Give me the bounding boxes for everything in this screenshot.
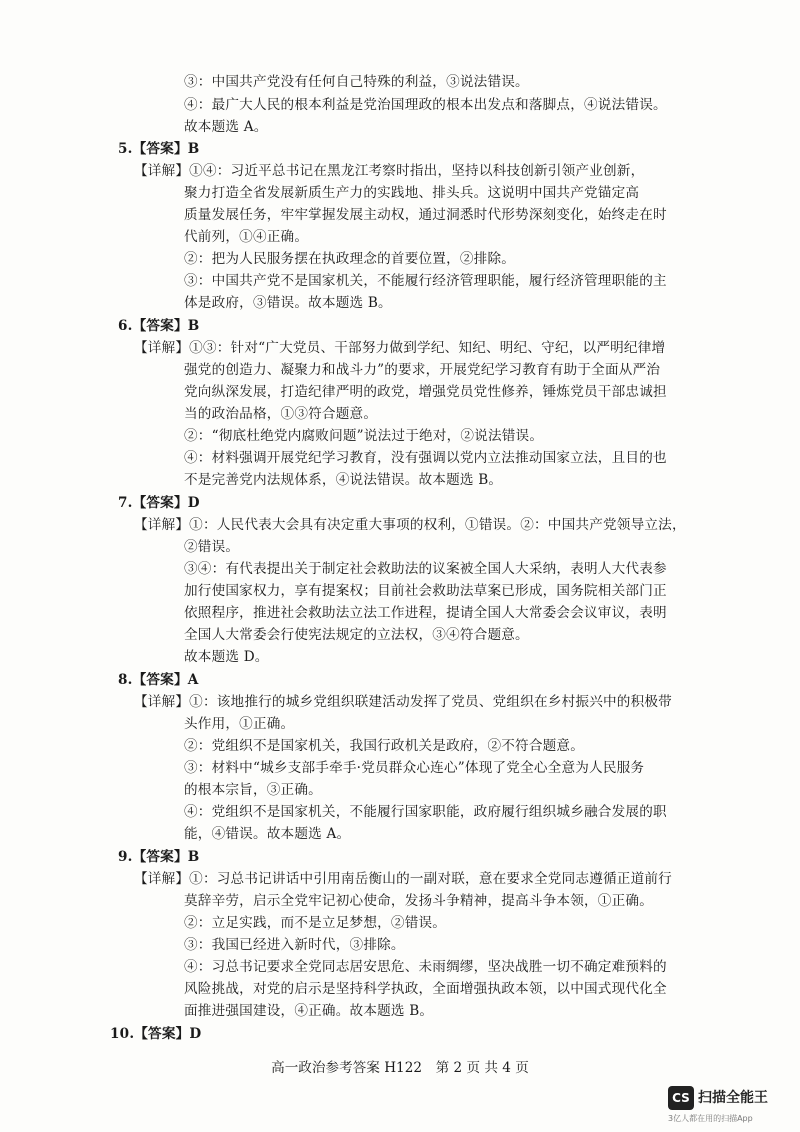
question-answer: 8.【答案】A [118,672,199,688]
text-line: 强党的创造力、凝聚力和战斗力”的要求，开展党纪学习教育有助于全面从严治 [184,362,661,378]
text-line: ③：我国已经进入新时代，③排除。 [184,937,405,953]
detail-line: 【详解】①：人民代表大会具有决定重大事项的权利，①错误。②：中国共产党领导立法， [134,517,686,533]
text-line: ④：习总书记要求全党同志居安思危、未雨绸缪，坚决战胜一切不确定难预料的 [184,959,667,975]
text-line: ②错误。 [184,539,240,555]
text-line: ②：“彻底杜绝党内腐败问题”说法过于绝对，②说法错误。 [184,428,544,444]
question-answer: 5.【答案】B [118,141,200,157]
text-line: ②：把为人民服务摆在执政理念的首要位置，②排除。 [184,251,516,267]
text-line: 体是政府，③错误。故本题选 B。 [184,295,392,311]
text-line: 能，④错误。故本题选 A。 [184,826,351,842]
text-line: ④：最广大人民的根本利益是党治国理政的根本出发点和落脚点，④说法错误。 [184,97,667,113]
text-line: ②：党组织不是国家机关，我国行政机关是政府，②不符合题意。 [184,738,585,754]
detail-line: 【详解】①：该地推行的城乡党组织联建活动发挥了党员、党组织在乡村振兴中的积极带 [134,694,672,710]
text-line: 面推进强国建设，④正确。故本题选 B。 [184,1003,434,1019]
question-answer: 7.【答案】D [118,495,200,511]
text-line: ③：中国共产党不是国家机关，不能履行经济管理职能，履行经济管理职能的主 [184,273,667,289]
brand-name: 扫描全能王 [698,1090,768,1106]
detail-line: 【详解】①：习总书记讲话中引用南岳衡山的一副对联，意在要求全党同志遵循正道前行 [134,871,672,887]
text-line: ④：材料强调开展党纪学习教育，没有强调以党内立法推动国家立法，且目的也 [184,450,667,466]
text-line: 故本题选 A。 [184,119,268,135]
text-line: 聚力打造全省发展新质生产力的实践地、排头兵。这说明中国共产党锚定高 [184,185,640,201]
text-line: 的根本宗旨，③正确。 [184,782,322,798]
detail-line: 【详解】①③：针对“广大党员、干部努力做到学纪、知纪、明纪、守纪，以严明纪律增 [134,340,666,356]
question-answer: 9.【答案】B [118,849,200,865]
text-line: 头作用，①正确。 [184,716,295,732]
camscanner-logo-icon: CS [668,1086,694,1110]
text-line: 代前列，①④正确。 [184,229,309,245]
text-line: 故本题选 D。 [184,649,269,665]
scanner-watermark [668,1086,788,1126]
text-line: ③：中国共产党没有任何自己特殊的利益，③说法错误。 [184,74,529,90]
text-line: 加行使国家权力，享有提案权；目前社会救助法草案已形成，国务院相关部门正 [184,583,667,599]
text-line: 当的政治品格，①③符合题意。 [184,406,378,422]
text-line: 依照程序，推进社会救助法立法工作进程，提请全国人大常委会会议审议，表明 [184,605,667,621]
brand-tagline: 3亿人都在用的扫描App [668,1114,753,1123]
text-line: 党向纵深发展，打造纪律严明的政党，增强党员党性修养，锤炼党员干部忠诚担 [184,384,667,400]
text-line: ③④：有代表提出关于制定社会救助法的议案被全国人大采纳，表明人大代表参 [184,561,667,577]
text-line: 风险挑战，对党的启示是坚持科学执政，全面增强执政本领，以中国式现代化全 [184,981,667,997]
detail-line: 【详解】①④：习近平总书记在黑龙江考察时指出，坚持以科技创新引领产业创新， [134,163,645,179]
text-line: 不是完善党内法规体系，④说法错误。故本题选 B。 [184,472,503,488]
text-line: 莫辞辛劳，启示全党牢记初心使命，发扬斗争精神，提高斗争本领，①正确。 [184,893,653,909]
text-line: ③：材料中“城乡支部手牵手·党员群众心连心”体现了党全心全意为人民服务 [184,760,645,776]
text-line: ②：立足实践，而不是立足梦想，②错误。 [184,915,447,931]
text-line: ④：党组织不是国家机关，不能履行国家职能，政府履行组织城乡融合发展的职 [184,804,667,820]
text-line: 全国人大常委会行使宪法规定的立法权，③④符合题意。 [184,627,529,643]
page-footer: 高一政治参考答案 H122 第 2 页 共 4 页 [271,1060,529,1076]
text-line: 质量发展任务，牢牢掌握发展主动权，通过洞悉时代形势深刻变化，始终走在时 [184,207,667,223]
question-answer: 10.【答案】D [110,1026,202,1042]
question-answer: 6.【答案】B [118,318,200,334]
